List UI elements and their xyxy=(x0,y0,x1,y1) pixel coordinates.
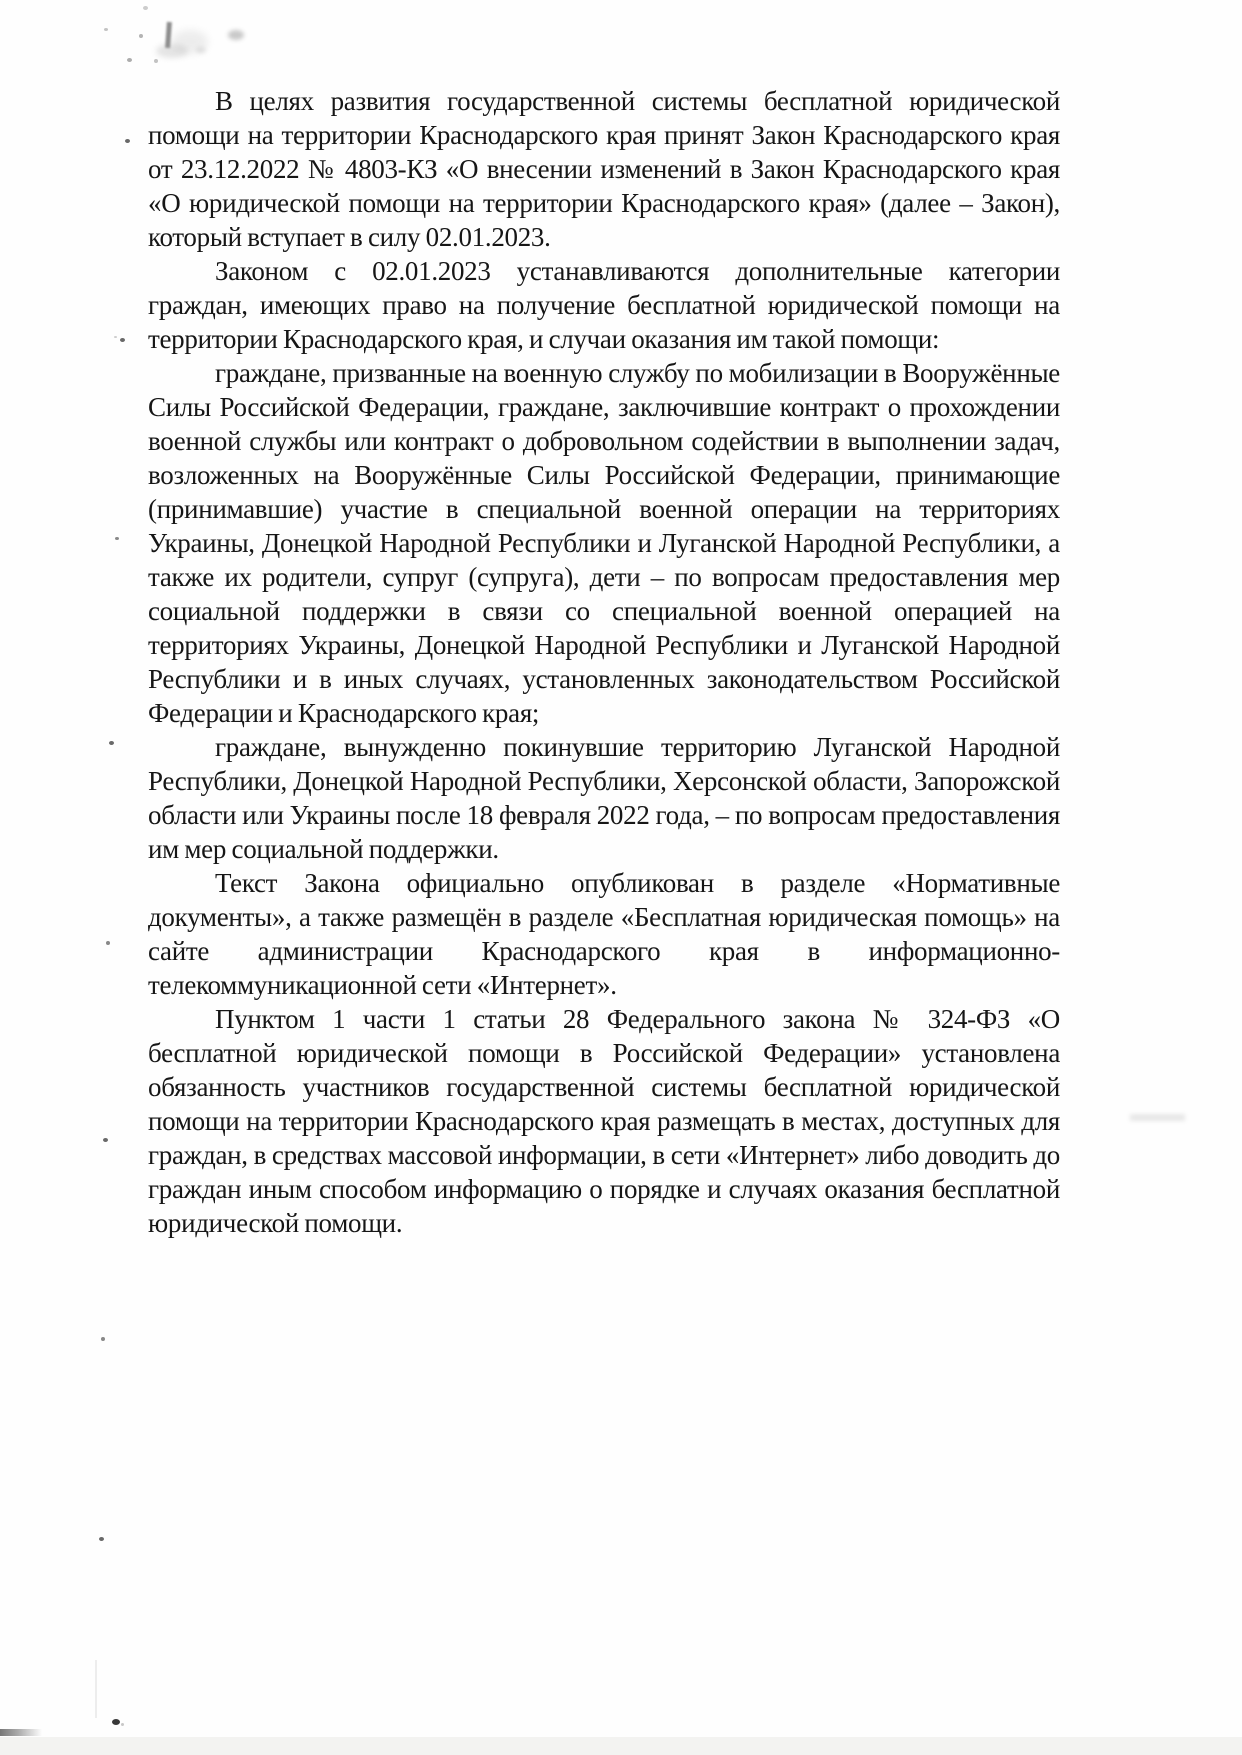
scan-speck xyxy=(109,741,114,745)
paragraph-categories-intro: Законом с 02.01.2023 устанавливаются дополнительные категории граждан, имеющих право на получение бесплатной юридической помощи на территории Краснодарского края, и случаи оказания им такой помощи: xyxy=(148,256,1060,354)
scan-speck xyxy=(154,59,158,63)
scan-speck xyxy=(139,34,143,38)
scan-speck xyxy=(101,1337,105,1341)
scan-speck xyxy=(125,139,130,143)
paragraph-intro-law: В целях развития государственной системы бесплатной юридической помощи на территории Краснодарского края принят Закон Краснодарского края от 23.12.2022 № 4803-КЗ «О внесении изменений в Закон Краснодарского края «О юридической помощи на территории Краснодарского края» (далее – Закон), который вступает в силу 02.01.2023. xyxy=(148,86,1060,252)
scan-speck xyxy=(103,1138,108,1142)
scan-speck xyxy=(99,1537,104,1541)
scan-speck xyxy=(143,6,148,10)
scan-speck xyxy=(115,537,119,540)
scan-smudge xyxy=(172,30,208,54)
scan-streak xyxy=(1130,1114,1185,1121)
paragraph-federal-law: Пунктом 1 части 1 статьи 28 Федерального закона № 324-ФЗ «О бесплатной юридической помощи в Российской Федерации» установлена обязанность участников государственной системы бесплатной юридической помощи на территории Краснодарского края размещать в местах, доступных для граждан, в средствах массовой информации, в сети «Интернет» либо доводить до граждан иным способом информацию о порядке и случаях оказания бесплатной юридической помощи. xyxy=(148,1004,1060,1238)
paragraph-displaced-citizens: граждане, вынужденно покинувшие территорию Луганской Народной Республики, Донецкой Народной Республики, Херсонской области, Запорожской области или Украины после 18 февраля 2022 года, – по вопросам предоставления им мер социальной поддержки. xyxy=(148,732,1060,864)
scan-speck xyxy=(104,28,108,31)
paragraph-publication: Текст Закона официально опубликован в разделе «Нормативные документы», а также размещён в разделе «Бесплатная юридическая помощь» на сайте администрации Краснодарского края в информационно-телекоммуникационной сети «Интернет». xyxy=(148,868,1060,1000)
scan-speck xyxy=(120,338,125,342)
scan-streak xyxy=(95,1660,97,1718)
scan-speck xyxy=(112,1719,120,1725)
scan-smudge xyxy=(165,22,172,48)
scan-speck xyxy=(114,336,117,338)
scan-smudge xyxy=(228,30,244,40)
document-text xyxy=(148,84,1060,1240)
scan-speck xyxy=(106,941,110,945)
scan-edge-dash xyxy=(0,1729,42,1736)
scan-speck xyxy=(127,58,132,62)
scan-bottom-band xyxy=(0,1737,1242,1755)
scan-speck xyxy=(121,1723,124,1726)
scan-smudge xyxy=(156,44,188,58)
paragraph-mobilized-citizens: граждане, призванные на военную службу по мобилизации в Вооружённые Силы Российской Федерации, граждане, заключившие контракт о прохождении военной службы или контракт о добровольном содействии в выполнении задач, возложенных на Вооружённые Силы Российской Федерации, принимающие (принимавшие) участие в специальной военной операции на территориях Украины, Донецкой Народной Республики и Луганской Народной Республики, а также их родители, супруг (супруга), дети – по вопросам предоставления мер социальной поддержки в связи со специальной военной операцией на территориях Украины, Донецкой Народной Республики и Луганской Народной Республики и в иных случаях, установленных законодательством Российской Федерации и Краснодарского края; xyxy=(148,358,1060,728)
scan-smudge xyxy=(196,47,206,53)
